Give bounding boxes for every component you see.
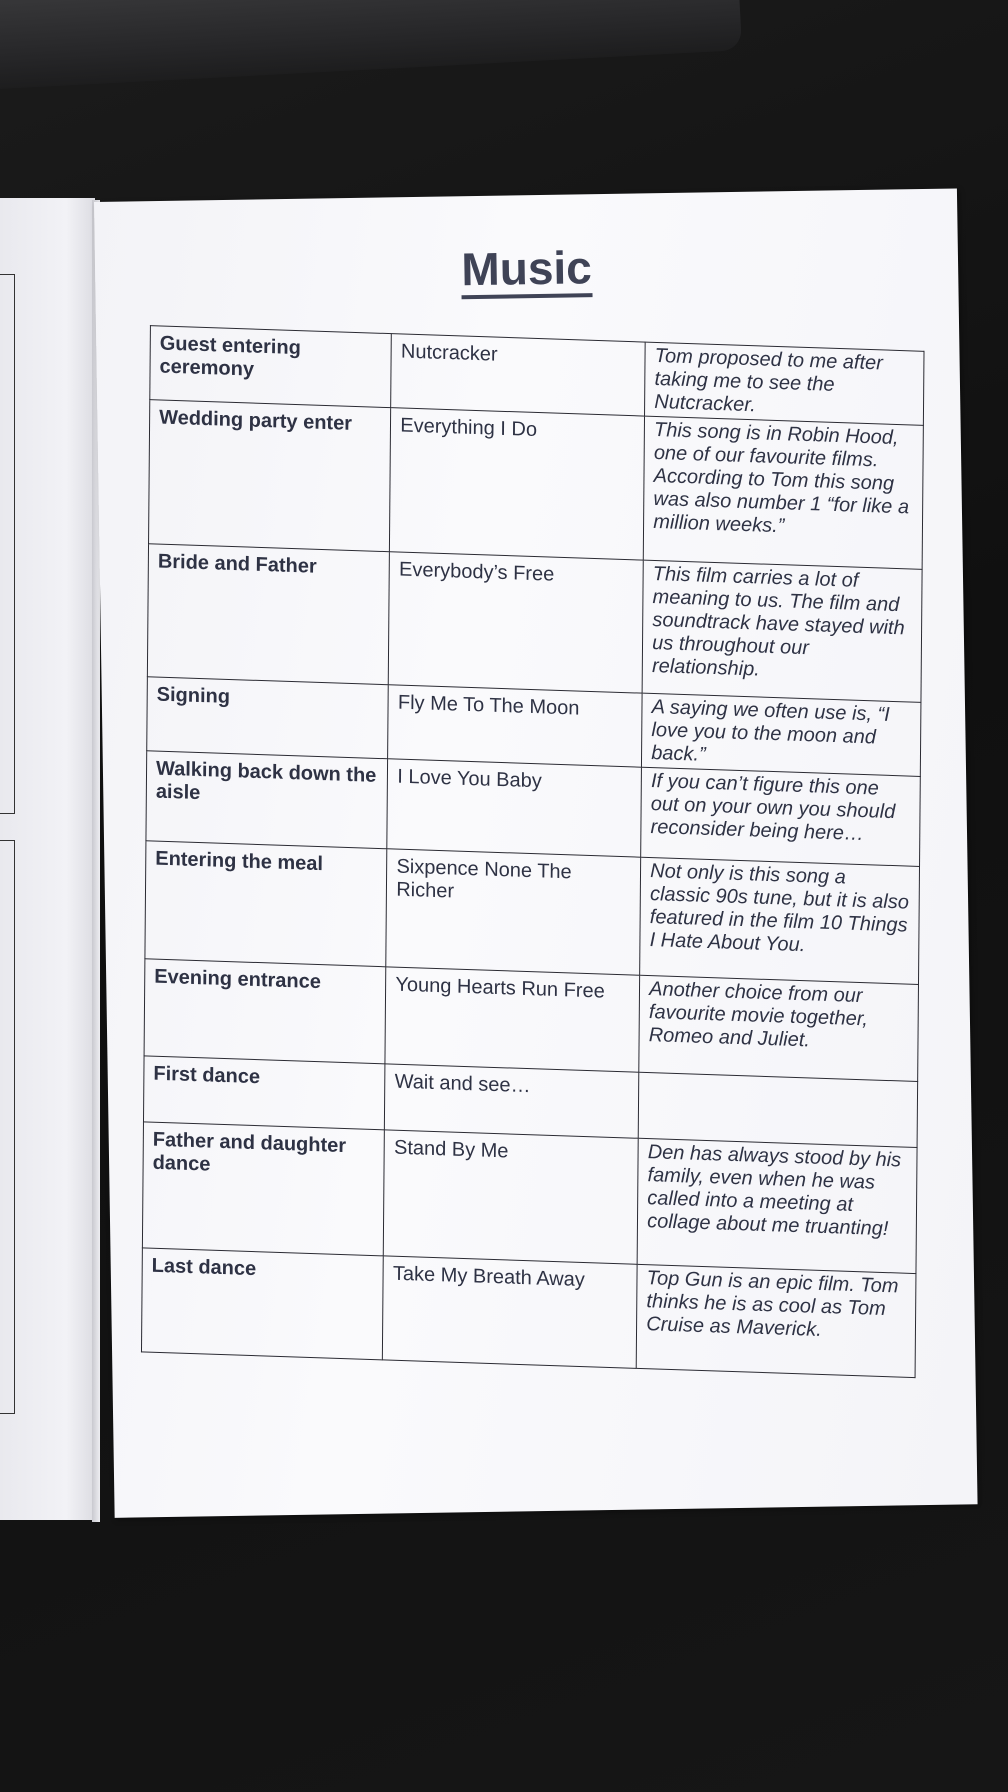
moment-cell: First dance (143, 1056, 385, 1130)
song-cell: Wait and see… (385, 1064, 639, 1138)
moment-cell: Father and daughter dance (142, 1122, 384, 1256)
song-cell: Take My Breath Away (383, 1256, 638, 1368)
note-cell (638, 1072, 917, 1147)
page-title-text: Music (461, 241, 592, 299)
laptop-edge (0, 0, 742, 90)
left-page (0, 198, 95, 1520)
note-cell: Not only is this song a classic 90s tune, but it is also featured in the film 10 Things I Hate About You. (640, 857, 920, 984)
moment-cell: Evening entrance (144, 959, 386, 1064)
moment-cell: Walking back down the aisle (146, 751, 388, 849)
note-cell: A saying we often use is, “I love you to the moon and back.” (642, 693, 921, 776)
moment-cell: Entering the meal (145, 841, 387, 967)
left-page-table-fragment (0, 840, 15, 1414)
note-cell: This song is in Robin Hood, one of our favourite films. According to Tom this song was also number 1 “for like a million weeks.” (643, 416, 923, 569)
note-cell: Top Gun is an epic film. Tom thinks he is as cool as Tom Cruise as Maverick. (636, 1264, 916, 1377)
song-cell: Nutcracker (391, 334, 645, 416)
left-page-table-fragment (0, 274, 15, 814)
note-cell: If you can’t figure this one out on your own you should reconsider being here… (641, 767, 920, 866)
song-cell: Everything I Do (390, 408, 645, 560)
note-cell: This film carries a lot of meaning to us. The film and soundtrack have stayed with us throughout our relationship. (642, 560, 922, 702)
song-cell: I Love You Baby (387, 759, 641, 857)
moment-cell: Guest entering ceremony (150, 326, 392, 408)
moment-cell: Bride and Father (147, 544, 389, 685)
moment-cell: Wedding party enter (149, 400, 391, 552)
moment-cell: Last dance (141, 1248, 383, 1360)
note-cell: Another choice from our favourite movie together, Romeo and Juliet. (639, 975, 919, 1081)
song-cell: Young Hearts Run Free (385, 967, 640, 1072)
booklet-page (94, 188, 978, 1517)
song-cell: Everybody’s Free (389, 552, 644, 693)
note-cell: Den has always stood by his family, even when he was called into a meeting at collage about me truanting! (637, 1138, 917, 1273)
song-cell: Stand By Me (384, 1130, 639, 1264)
table-row (147, 544, 922, 703)
page-title (95, 234, 959, 302)
note-cell: Tom proposed to me after taking me to see the Nutcracker. (645, 342, 924, 425)
song-cell: Sixpence None The Richer (386, 849, 641, 975)
table-row (149, 400, 924, 570)
music-table (141, 325, 925, 1378)
moment-cell: Signing (147, 677, 389, 759)
song-cell: Fly Me To The Moon (388, 685, 642, 767)
